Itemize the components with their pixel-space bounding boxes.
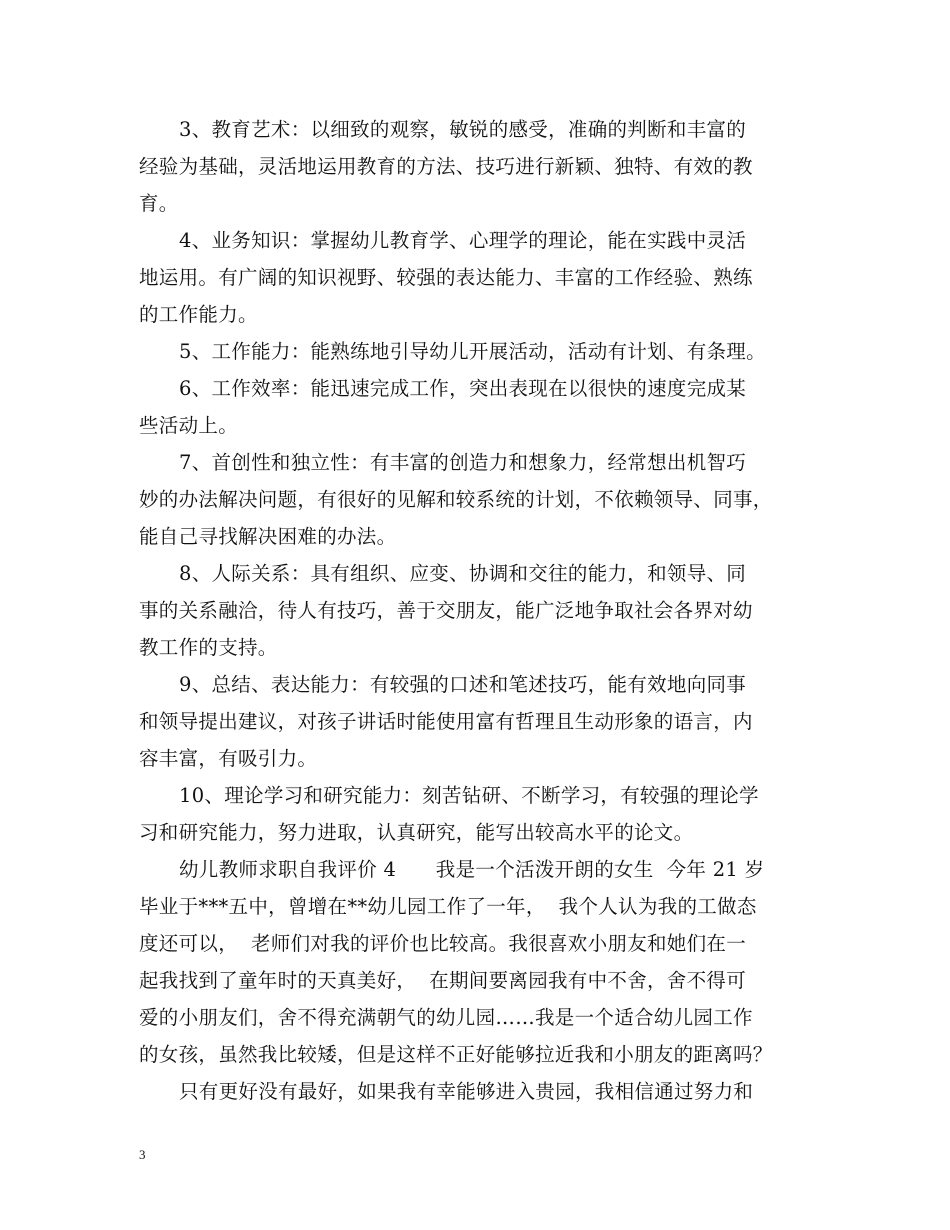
paragraph-line: 地运用。有广阔的知识视野、较强的表达能力、丰富的工作经验、熟练 [139, 266, 753, 289]
paragraph-line: 8、人际关系：具有组织、应变、协调和交往的能力，和领导、同 [179, 562, 747, 585]
paragraph-line: 只有更好没有最好，如果我有幸能够进入贵园，我相信通过努力和 [179, 1080, 754, 1103]
paragraph-line: 9、总结、表达能力：有较强的口述和笔述技巧，能有效地向同事 [179, 673, 747, 696]
paragraph-line: 6、工作效率：能迅速完成工作，突出表现在以很快的速度完成某 [179, 377, 747, 400]
page-number: 3 [139, 1147, 146, 1162]
paragraph-line: 事的关系融洽，待人有技巧，善于交朋友，能广泛地争取社会各界对幼 [139, 599, 753, 622]
paragraph-line: 5、工作能力：能熟练地引导幼儿开展活动，活动有计划、有条理。 [179, 340, 766, 363]
paragraph-line: 些活动上。 [139, 414, 239, 437]
paragraph-line: 4、业务知识：掌握幼儿教育学、心理学的理论，能在实践中灵活 [179, 229, 747, 252]
paragraph-line: 幼儿教师求职自我评价 4 我是一个活泼开朗的女生 今年 21 岁 [179, 858, 765, 881]
paragraph-line: 妙的办法解决问题，有很好的见解和较系统的计划，不依赖领导、同事， [139, 488, 773, 511]
paragraph-line: 经验为基础，灵活地运用教育的方法、技巧进行新颖、独特、有效的教 [139, 155, 753, 178]
paragraph-line: 3、教育艺术：以细致的观察，敏锐的感受，准确的判断和丰富的 [179, 118, 747, 141]
paragraph-line: 7、首创性和独立性：有丰富的创造力和想象力，经常想出机智巧 [179, 451, 747, 474]
paragraph-line: 育。 [139, 192, 179, 215]
paragraph-line: 度还可以， 老师们对我的评价也比较高。我很喜欢小朋友和她们在一 [139, 932, 746, 955]
paragraph-line: 10、理论学习和研究能力：刻苦钻研、不断学习，有较强的理论学 [179, 784, 759, 807]
paragraph-line: 的工作能力。 [139, 303, 258, 326]
paragraph-line: 能自己寻找解决困难的办法。 [139, 525, 397, 548]
paragraph-line: 毕业于***五中，曾增在**幼儿园工作了一年， 我个人认为我的工做态 [139, 895, 757, 918]
paragraph-line: 习和研究能力，努力进取，认真研究，能写出较高水平的论文。 [139, 821, 694, 844]
paragraph-line: 爱的小朋友们，舍不得充满朝气的幼儿园……我是一个适合幼儿园工作 [139, 1006, 753, 1029]
paragraph-line: 容丰富，有吸引力。 [139, 747, 318, 770]
paragraph-line: 起我找到了童年时的天真美好， 在期间要离园我有中不舍，舍不得可 [139, 969, 746, 992]
body-text [139, 111, 811, 1110]
paragraph-line: 和领导提出建议，对孩子讲话时能使用富有哲理且生动形象的语言，内 [139, 710, 753, 733]
paragraph-line: 教工作的支持。 [139, 636, 278, 659]
paragraph-line: 的女孩，虽然我比较矮，但是这样不正好能够拉近我和小朋友的距离吗？ [139, 1043, 773, 1066]
